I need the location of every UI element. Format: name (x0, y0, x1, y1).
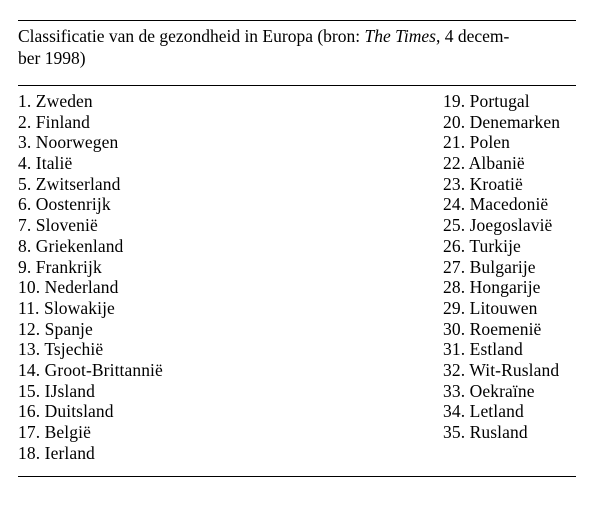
list-item: 17. België (18, 422, 91, 442)
list-item: 23. Kroatië (443, 173, 523, 194)
list-item: 6. Oostenrijk (18, 194, 111, 215)
caption-line2: ber 1998) (18, 48, 86, 68)
list-item: 32. Wit-Rusland (443, 359, 560, 380)
ranking-list-right (443, 91, 560, 443)
list-item: 16. Duitsland (18, 401, 114, 422)
list-item: 7. Slovenië (18, 215, 98, 236)
list-item: 31. Estland (443, 339, 523, 360)
list-item: 29. Litouwen (443, 297, 538, 318)
list-item: 30. Roemenië (443, 318, 542, 339)
caption-source-title: The Times (364, 26, 436, 46)
list-item: 14. Groot-Brittannië (18, 359, 163, 380)
list-item: 26. Turkije (443, 235, 521, 256)
list-item: 11. Slowakije (18, 297, 115, 318)
caption-prefix: Classificatie van de gezondheid in Europa (bron: (18, 26, 365, 46)
list-item: 33. Oekraïne (443, 380, 535, 401)
list-item: 34. Letland (443, 401, 524, 422)
header-rule (18, 85, 576, 86)
list-item: 1. Zweden (18, 91, 93, 111)
list-item: 3. Noorwegen (18, 132, 119, 153)
list-item: 22. Albanië (443, 153, 525, 174)
caption-suffix: , 4 decem- (435, 26, 510, 46)
list-item: 9. Frankrijk (18, 256, 102, 277)
list-item: 24. Macedonië (443, 194, 549, 215)
top-rule (18, 20, 576, 21)
list-item: 5. Zwitserland (18, 173, 121, 194)
list-item: 2. Finland (18, 111, 90, 132)
list-item: 8. Griekenland (18, 235, 124, 256)
list-item: 12. Spanje (18, 318, 93, 339)
list-item: 18. Ierland (18, 442, 95, 463)
ranking-list-left (18, 91, 163, 463)
list-item: 35. Rusland (443, 422, 528, 442)
list-item: 15. IJsland (18, 380, 95, 401)
list-item: 19. Portugal (443, 91, 530, 111)
list-item: 21. Polen (443, 132, 511, 153)
list-item: 4. Italië (18, 153, 73, 174)
list-item: 27. Bulgarije (443, 256, 536, 277)
list-item: 28. Hongarije (443, 277, 541, 298)
table-caption (18, 25, 580, 69)
list-item: 20. Denemarken (443, 111, 561, 132)
bottom-rule (18, 476, 576, 477)
list-item: 25. Joegoslavië (443, 215, 553, 236)
list-item: 10. Nederland (18, 277, 119, 298)
list-item: 13. Tsjechië (18, 339, 104, 360)
